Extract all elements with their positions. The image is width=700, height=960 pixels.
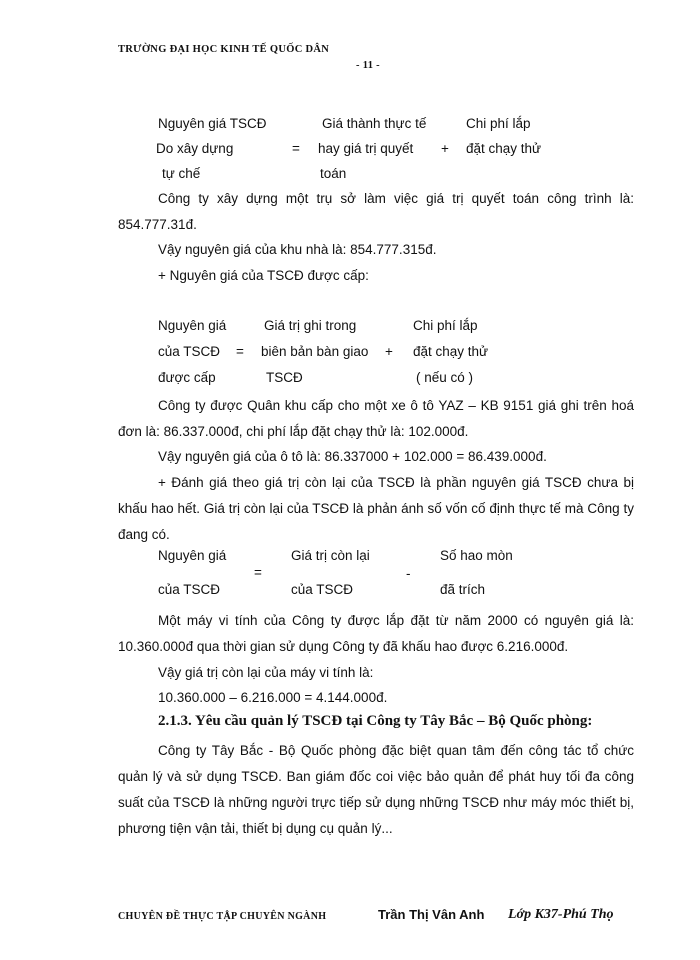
formula3-col2-line2: của TSCĐ (291, 582, 354, 597)
formula2-col2-line1: Giá trị ghi trong (264, 318, 357, 333)
paragraph-vehicle-cost: Vậy nguyên giá của ô tô là: 86.337000 + 102.000 = 86.439.000đ. (158, 449, 547, 464)
formula2-equals: = (236, 344, 244, 359)
formula3-col3-line1: Số hao mòn (440, 548, 513, 563)
paragraph-computer-residual: Vậy giá trị còn lại của máy vi tính là: (158, 665, 374, 680)
paragraph-management-requirements: Công ty Tây Bắc - Bộ Quốc phòng đặc biệt quan tâm đến công tác tổ chức quản lý và sử dụng TSCĐ. Ban giám đốc coi việc bảo quản để phát huy tối đa công suất của TSCĐ là những người trực tiếp sử dụng những TSCĐ như máy móc thiết bị, phương tiện vận tải, thiết bị dụng cụ quản lý... (118, 743, 634, 836)
formula1-col3-line2: đặt chạy thử (466, 141, 542, 156)
formula1-plus: + (441, 141, 449, 156)
formula1-col1-line1: Nguyên giá TSCĐ (158, 116, 267, 131)
formula1-col2-line3: toán (320, 166, 347, 181)
paragraph-granted-assets: + Nguyên giá của TSCĐ được cấp: (158, 268, 369, 283)
formula1-col3-line1: Chi phí lắp (466, 116, 531, 131)
formula2-col3-line3: ( nếu có ) (416, 370, 474, 385)
paragraph-construction-cost: Công ty xây dựng một trụ sở làm việc giá trị quyết toán công trình là: 854.777.31đ. (118, 191, 634, 232)
paragraph-computer-example: Một máy vi tính của Công ty được lắp đặt từ năm 2000 có nguyên giá là: 10.360.000đ qua thời gian sử dụng Công ty đã khấu hao được 6.216.000đ. (118, 613, 634, 654)
footer-report-title: CHUYÊN ĐỀ THỰC TẬP CHUYÊN NGÀNH (118, 911, 327, 922)
formula3-equals: = (254, 565, 262, 580)
paragraph-computer-calculation: 10.360.000 – 6.216.000 = 4.144.000đ. (158, 690, 388, 705)
formula3-col1-line1: Nguyên giá (158, 548, 227, 563)
formula2-col1-line1: Nguyên giá (158, 318, 227, 333)
formula2-col1-line2: của TSCĐ (158, 344, 221, 359)
page-number: - 11 - (356, 60, 380, 71)
formula2-col3-line2: đặt chạy thử (413, 344, 489, 359)
formula1-col1-line2: Do xây dựng (156, 141, 234, 156)
formula2-col2-line3: TSCĐ (266, 370, 303, 385)
formula3-col1-line2: của TSCĐ (158, 582, 221, 597)
paragraph-vehicle-granted: Công ty được Quân khu cấp cho một xe ô tô YAZ – KB 9151 giá ghi trên hoá đơn là: 86.337.000đ, chi phí lắp đặt chạy thử là: 102.000đ. (118, 398, 634, 439)
formula1-col2-line1: Giá thành thực tế (322, 116, 427, 131)
formula2-plus: + (385, 344, 393, 359)
formula2-col2-line2: biên bản bàn giao (261, 344, 369, 359)
formula1-equals: = (292, 141, 300, 156)
formula1-col1-line3: tự chế (162, 166, 201, 181)
formula2-col3-line1: Chi phí lắp (413, 318, 478, 333)
formula3-col2-line1: Giá trị còn lại (291, 548, 370, 563)
paragraph-residual-value: + Đánh giá theo giá trị còn lại của TSCĐ là phần nguyên giá TSCĐ chưa bị khấu hao hết. Giá trị còn lại của TSCĐ là phản ánh số vốn cố định thực tế mà Công ty đang có. (118, 475, 634, 542)
paragraph-building-cost: Vậy nguyên giá của khu nhà là: 854.777.315đ. (158, 242, 437, 257)
footer-class: Lớp K37-Phú Thọ (508, 907, 614, 922)
school-header: TRƯỜNG ĐẠI HỌC KINH TẾ QUỐC DÂN (118, 44, 330, 55)
formula2-col1-line3: được cấp (158, 370, 216, 385)
formula1-col2-line2: hay giá trị quyết (318, 141, 414, 156)
footer-author: Trần Thị Vân Anh (378, 907, 485, 922)
formula3-minus: - (406, 566, 411, 581)
formula3-col3-line2: đã trích (440, 582, 486, 597)
section-heading: 2.1.3. Yêu cầu quản lý TSCĐ tại Công ty Tây Bắc – Bộ Quốc phòng: (158, 713, 593, 729)
